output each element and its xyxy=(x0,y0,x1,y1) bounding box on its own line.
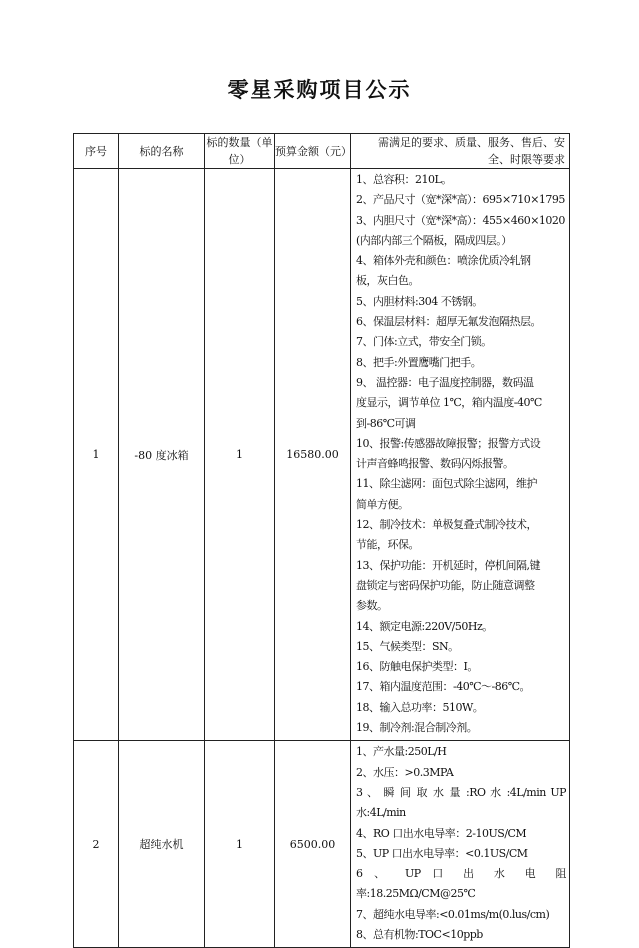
cell-budget: 6500.00 xyxy=(275,741,351,948)
req-line: 6、保温层材料：超厚无氟发泡隔热层。 xyxy=(356,315,541,329)
req-line: 16、防触电保护类型：I。 xyxy=(356,660,478,674)
req-line: 5、内胆材料:304 不锈钢。 xyxy=(356,294,483,308)
req-line: 简单方便。 xyxy=(356,497,409,511)
header-requirements-line: 全、时限等要求 xyxy=(488,153,565,166)
page-title: 零星采购项目公示 xyxy=(227,78,412,102)
header-row xyxy=(74,134,570,169)
header-name: 标的名称 xyxy=(119,134,205,169)
req-line: 3 、 瞬 间 取 水 量 :RO 水 :4L/min UP xyxy=(356,785,566,799)
req-line: 10、报警:传感器故障报警；报警方式设 xyxy=(356,436,541,450)
cell-no: 2 xyxy=(74,741,119,948)
req-line: 12、制冷技术：单极复叠式制冷技术， xyxy=(356,518,537,532)
req-line: 17、箱内温度范围：-40℃～-86℃。 xyxy=(356,680,531,694)
cell-qty: 1 xyxy=(205,741,275,948)
req-line: 4、RO 口出水电导率：2-10US/CM xyxy=(356,826,527,840)
cell-requirements xyxy=(351,741,570,948)
table-row xyxy=(74,741,570,948)
cell-qty: 1 xyxy=(205,169,275,741)
procurement-table xyxy=(73,133,570,948)
req-line: 度显示，调节单位 1℃，箱内温度-40℃ xyxy=(356,396,542,410)
req-line: 7、超纯水电导率:<0.01ms/m(0.lus/cm) xyxy=(356,907,550,921)
req-line: 3、内胆尺寸（宽*深*高）：455×460×1020 xyxy=(356,213,565,227)
header-requirements xyxy=(351,134,570,169)
cell-name: 超纯水机 xyxy=(119,741,205,948)
req-line: 2、产品尺寸（宽*深*高）：695×710×1795 xyxy=(356,193,565,207)
req-line: 18、输入总功率：510W。 xyxy=(356,700,484,714)
req-line: 计声音蜂鸣报警、数码闪烁报警。 xyxy=(356,457,514,471)
header-requirements-line: 需满足的要求、质量、服务、售后、安 xyxy=(378,136,565,149)
req-line: 1、总容积：210L。 xyxy=(356,173,452,186)
cell-budget: 16580.00 xyxy=(275,169,351,741)
req-line: 6 、 UP 口 出 水 电 阻 xyxy=(356,867,566,881)
req-line: 8、总有机物:TOC<10ppb xyxy=(356,927,483,941)
req-line: 1、产水量:250L/H xyxy=(356,745,447,759)
req-line: 19、制冷剂:混合制冷剂。 xyxy=(356,721,478,735)
header-budget: 预算金额（元） xyxy=(275,134,351,169)
req-line: (内部内部三个隔板，隔成四层。） xyxy=(356,233,512,247)
req-line: 率:18.25MΩ/CM@25℃ xyxy=(356,887,476,901)
cell-name: -80 度冰箱 xyxy=(119,169,205,741)
req-line: 5、UP 口出水电导率：<0.1US/CM xyxy=(356,846,528,860)
req-line: 板，灰白色。 xyxy=(356,274,419,288)
req-line: 7、门体:立式，带安全门锁。 xyxy=(356,335,492,349)
table-row xyxy=(74,169,570,741)
req-line: 9、 温控器：电子温度控制器，数码温 xyxy=(356,375,534,389)
req-line: 水:4L/min xyxy=(356,806,406,820)
header-no: 序号 xyxy=(74,134,119,169)
req-line: 15、气候类型：SN。 xyxy=(356,639,459,653)
cell-requirements xyxy=(351,169,570,741)
req-line: 节能，环保。 xyxy=(356,538,419,552)
req-line: 8、把手:外置鹰嘴门把手。 xyxy=(356,355,482,369)
req-line: 13、保护功能：开机延时，停机间隔,键 xyxy=(356,558,540,572)
cell-no: 1 xyxy=(74,169,119,741)
req-line: 14、额定电源:220V/50Hz。 xyxy=(356,619,493,633)
req-line: 4、箱体外壳和颜色：喷涂优质冷轧钢 xyxy=(356,254,531,268)
req-line: 参数。 xyxy=(356,599,388,613)
req-line: 到-86℃可调 xyxy=(356,416,416,430)
req-line: 11、除尘滤网：面包式除尘滤网，维护 xyxy=(356,477,537,491)
header-qty: 标的数量（单位） xyxy=(205,134,275,169)
req-line: 盘锁定与密码保护功能，防止随意调整 xyxy=(356,578,535,592)
req-line: 2、水压：>0.3MPA xyxy=(356,765,454,779)
